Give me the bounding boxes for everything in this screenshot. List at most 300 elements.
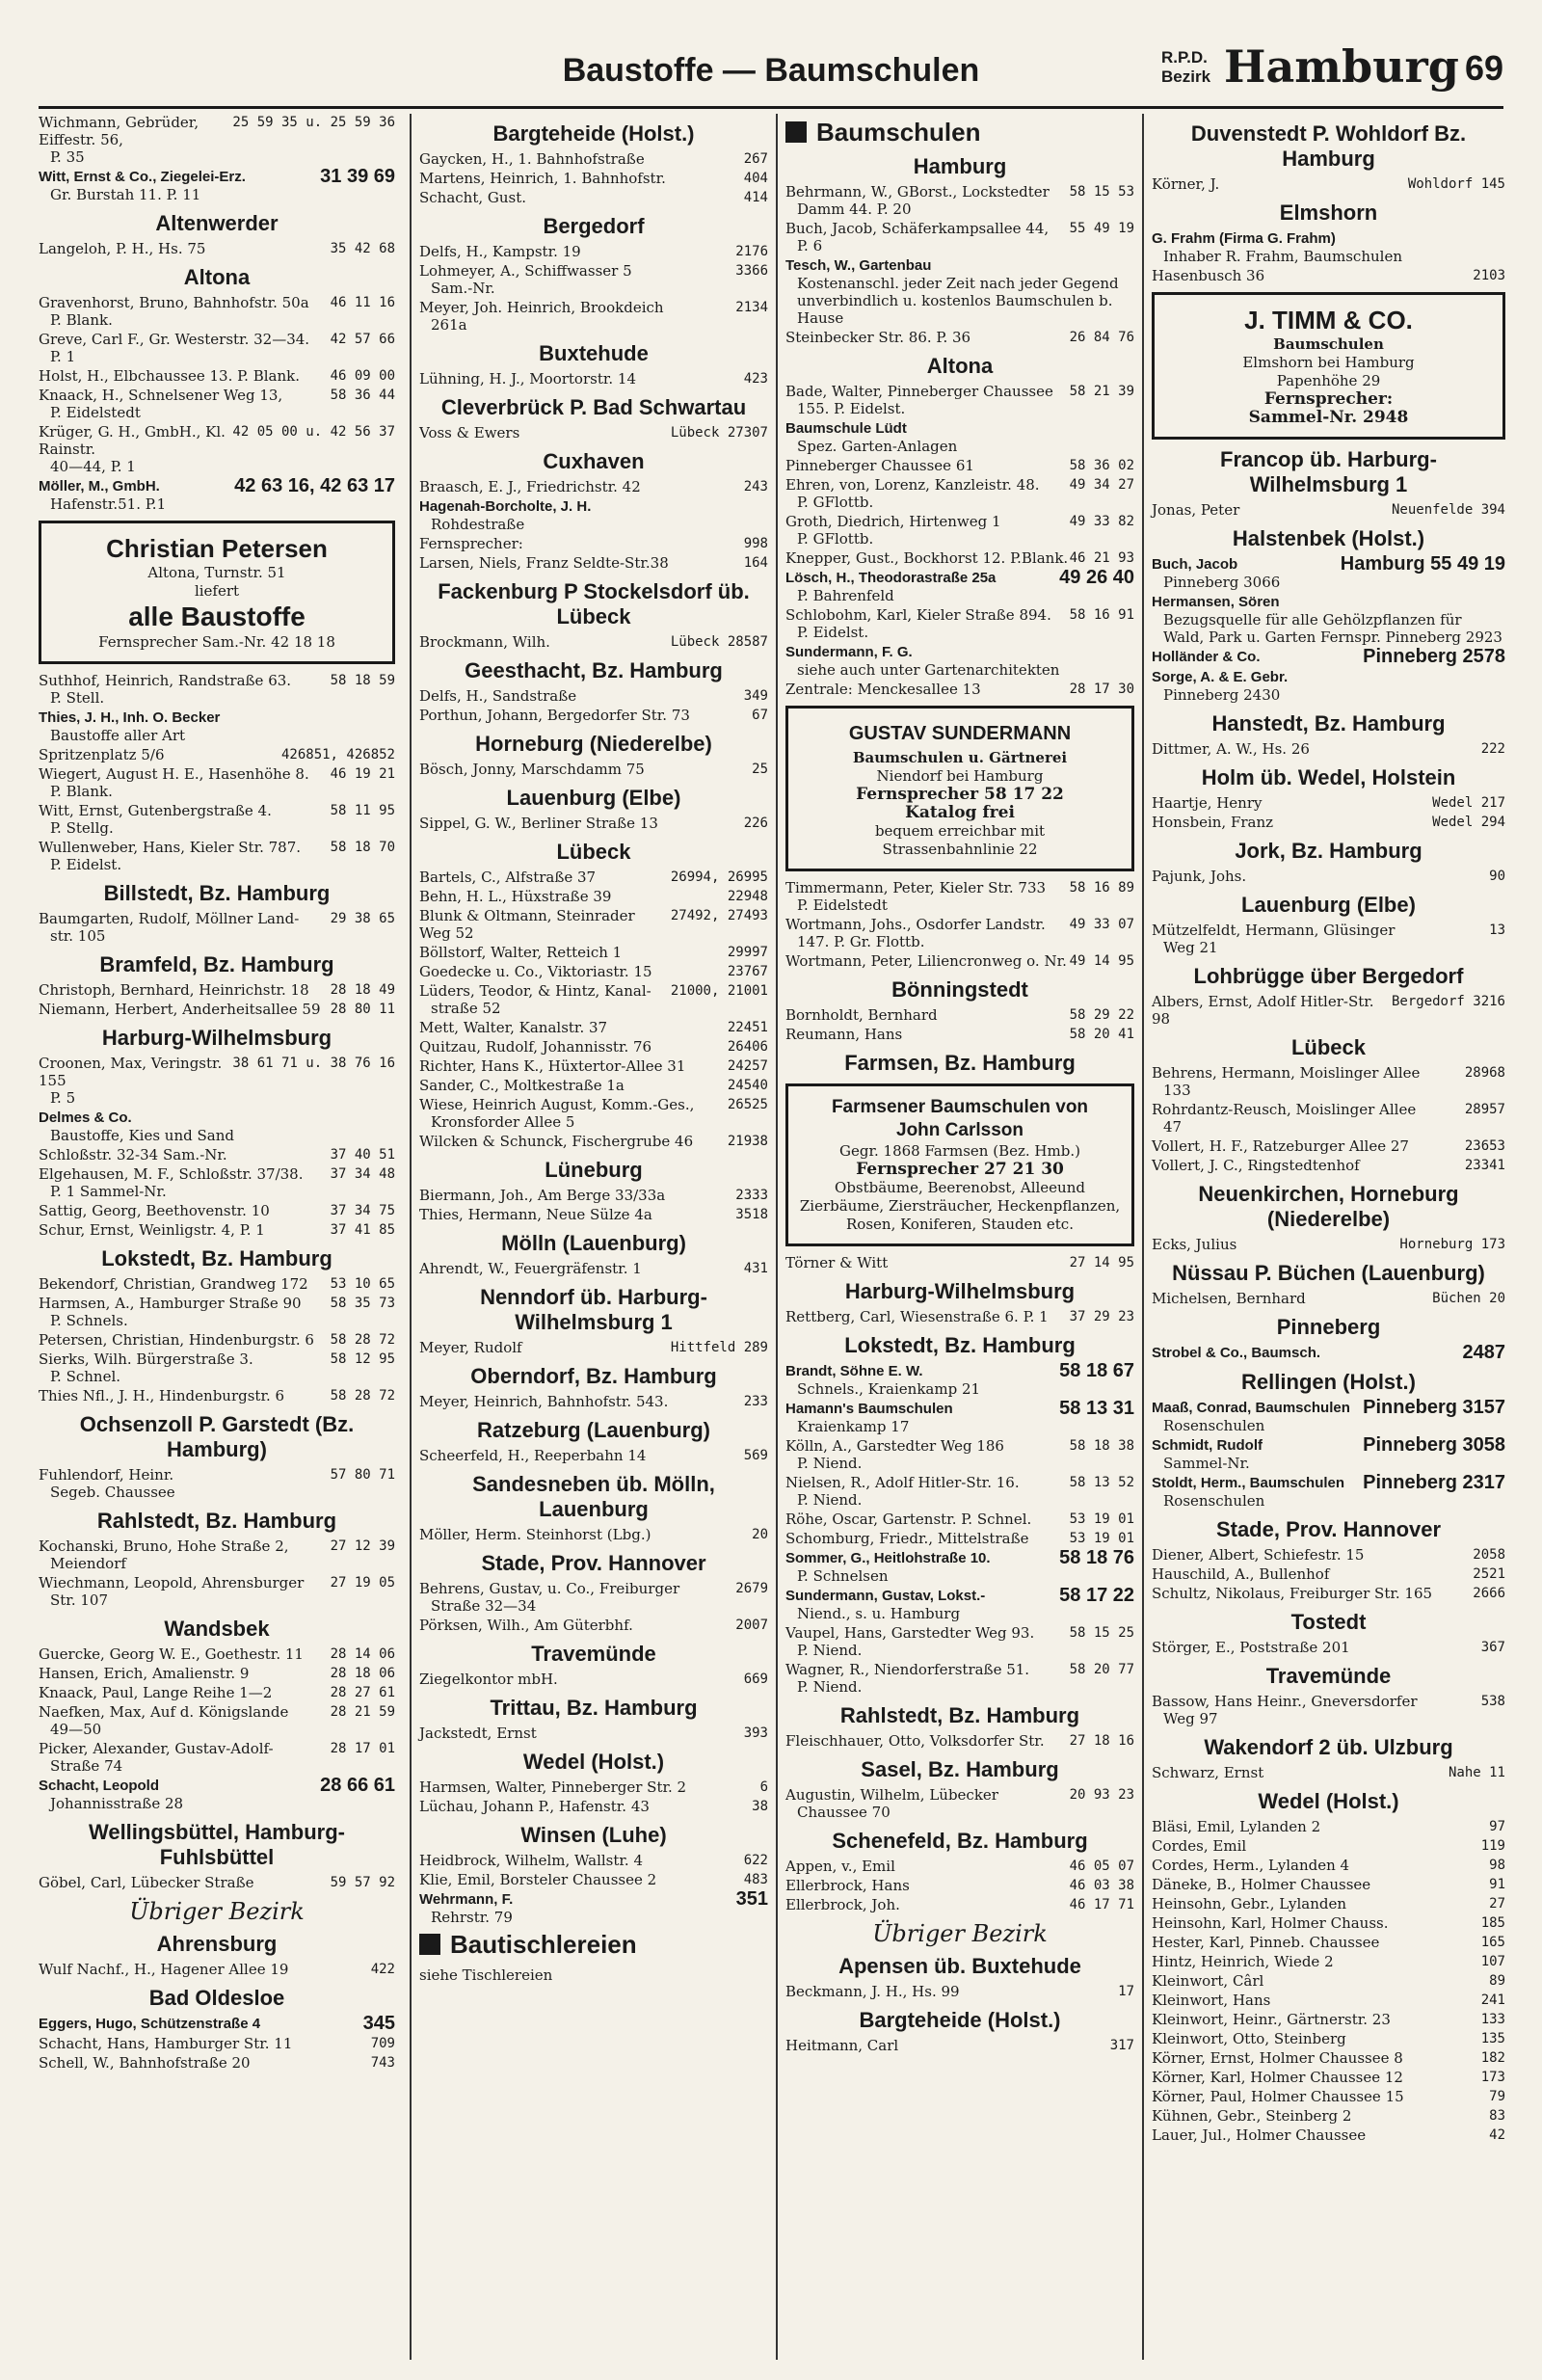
entry-name: Kleinwort, Hans	[1152, 1992, 1271, 2009]
place-heading: Bargteheide (Holst.)	[492, 121, 695, 146]
directory-entry	[1152, 1565, 1505, 1583]
entry-name: Körner, Karl, Holmer Chaussee 12	[1152, 2069, 1403, 2086]
place-heading: Tostedt	[1290, 1610, 1367, 1634]
entry-phone: 38 61 71 u. 38 76 16	[232, 1056, 395, 1071]
place-heading: Duvenstedt P. Wohldorf Bz. Hamburg	[1190, 121, 1467, 171]
directory-entry	[39, 1350, 395, 1385]
entry-name: Wiechmann, Leopold, Ahrensburger	[39, 1574, 305, 1591]
entry-name: Nielsen, R., Adolf Hitler-Str. 16.	[785, 1474, 1020, 1491]
place-heading: Wedel (Holst.)	[522, 1750, 665, 1774]
entry-name: Heidbrock, Wilhelm, Wallstr. 4	[419, 1852, 644, 1869]
entry-name: Voss & Ewers	[419, 424, 520, 441]
place-heading: Nüssau P. Büchen (Lauenburg)	[1172, 1261, 1485, 1285]
entry-name: Diener, Albert, Schiefestr. 15	[1152, 1546, 1365, 1564]
directory-entry	[39, 1874, 395, 1891]
entry-name: Vaupel, Hans, Garstedter Weg 93.	[785, 1624, 1035, 1642]
directory-entry	[1152, 1818, 1505, 1835]
directory-entry	[419, 687, 768, 705]
entry-name: Honsbein, Franz	[1152, 814, 1274, 831]
entry-name: Buch, Jacob, Schäferkampsallee 44,	[785, 220, 1050, 237]
entry-name: Porthun, Johann, Bergedorfer Str. 73	[419, 707, 690, 724]
directory-entry	[1152, 501, 1505, 519]
entry-phone: Wedel 217	[1432, 795, 1505, 811]
directory-entry	[1152, 593, 1505, 646]
directory-entry	[419, 497, 768, 533]
place-heading: Sasel, Bz. Hamburg	[861, 1757, 1059, 1781]
directory-entry	[1152, 648, 1505, 666]
entry-phone: 49 26 40	[1059, 567, 1134, 588]
entry-phone: 28 21 59	[330, 1704, 395, 1720]
entry-name: Jackstedt, Ernst	[419, 1725, 537, 1742]
directory-entry	[785, 1624, 1134, 1659]
directory-entry	[39, 802, 395, 837]
entry-name: Lühning, H. J., Moortorstr. 14	[419, 370, 636, 388]
entry-detail: P. Niend.	[797, 1491, 863, 1509]
entry-name: Sommer, G., Heitlohstraße 10.	[785, 1550, 991, 1566]
entry-name: Pörksen, Wilh., Am Güterbhf.	[419, 1617, 633, 1634]
entry-name: Brandt, Söhne E. W.	[785, 1363, 923, 1379]
place-heading: Bramfeld, Bz. Hamburg	[99, 952, 334, 976]
entry-name: Kühnen, Gebr., Steinberg 2	[1152, 2107, 1352, 2125]
entry-phone: 37 29 23	[1069, 1309, 1134, 1324]
entry-name: Steinbecker Str. 86. P. 36	[785, 329, 971, 346]
entry-detail: Niend., s. u. Hamburg	[797, 1605, 961, 1622]
entry-detail: 47	[1163, 1118, 1183, 1136]
entry-phone: 58 16 89	[1069, 880, 1134, 896]
entry-name: Albers, Ernst, Adolf Hitler-Str. 98	[1152, 993, 1374, 1028]
directory-entry	[1152, 1857, 1505, 1874]
entry-name: Sorge, A. & E. Gebr.	[1152, 669, 1289, 685]
entry-detail: Gr. Burstah 11. P. 11	[50, 186, 201, 203]
directory-entry	[785, 569, 1134, 604]
entry-name: Sierks, Wilh. Bürgerstraße 3.	[39, 1350, 253, 1368]
entry-name: Kochanski, Bruno, Hohe Straße 2,	[39, 1538, 289, 1555]
entry-name: Störger, E., Poststraße 201	[1152, 1639, 1350, 1656]
directory-entry	[419, 1206, 768, 1223]
entry-detail: Straße 74	[50, 1757, 123, 1775]
directory-entry	[1152, 1236, 1505, 1253]
directory-entry	[419, 535, 768, 552]
entry-detail: Straße 32—34	[431, 1597, 537, 1615]
page-title: Baustoffe — Baumschulen	[562, 52, 980, 89]
entry-phone: 58 16 91	[1069, 607, 1134, 623]
entry-name: Timmermann, Peter, Kieler Str. 733	[785, 879, 1047, 896]
directory-entry	[419, 1778, 768, 1796]
entry-name: Strobel & Co., Baumsch.	[1152, 1345, 1321, 1361]
entry-name: Dittmer, A. W., Hs. 26	[1152, 740, 1310, 758]
section-bautischlereien: Bautischlereien	[419, 1930, 768, 1959]
entry-phone: 46 03 38	[1069, 1878, 1134, 1893]
entry-name: Cordes, Herm., Lylanden 4	[1152, 1857, 1350, 1874]
directory-entry	[419, 1057, 768, 1075]
entry-detail: Str. 107	[50, 1591, 108, 1609]
place-heading: Neuenkirchen, Horneburg (Niederelbe)	[1198, 1182, 1459, 1231]
entry-phone: 58 13 31	[1059, 1398, 1134, 1419]
place-heading: Trittau, Bz. Hamburg	[490, 1696, 698, 1720]
entry-phone: 28 17 01	[330, 1741, 395, 1756]
entry-detail: Kronsforder Allee 5	[431, 1113, 575, 1131]
entry-name: Kleinwort, Heinr., Gärtnerstr. 23	[1152, 2011, 1391, 2028]
entry-phone: 28 18 49	[330, 982, 395, 998]
directory-entry	[1152, 1837, 1505, 1855]
entry-detail: Sam.-Nr.	[431, 280, 495, 297]
entry-name: Hamann's Baumschulen	[785, 1401, 953, 1417]
entry-name: Witt, Ernst, Gutenbergstraße 4.	[39, 802, 272, 819]
entry-phone: 37 34 75	[330, 1203, 395, 1218]
entry-detail: Baustoffe aller Art	[50, 727, 186, 744]
entry-name: Meyer, Rudolf	[419, 1339, 522, 1356]
entry-phone: 28968	[1464, 1065, 1505, 1081]
entry-phone: 414	[743, 190, 768, 205]
directory-entry	[419, 869, 768, 886]
entry-phone: 23767	[727, 964, 768, 979]
entry-name: Hasenbusch 36	[1152, 267, 1265, 284]
directory-entry	[419, 170, 768, 187]
entry-name: Vollert, H. F., Ratzeburger Allee 27	[1152, 1137, 1409, 1155]
directory-entry	[419, 633, 768, 651]
entry-name: Gravenhorst, Bruno, Bahnhofstr. 50a	[39, 294, 309, 311]
directory-entry	[1152, 814, 1505, 831]
entry-phone: 26 84 76	[1069, 330, 1134, 345]
entry-phone: 83	[1489, 2108, 1505, 2124]
entry-phone: 29997	[727, 945, 768, 960]
entry-phone: 743	[370, 2055, 395, 2071]
entry-phone: 23653	[1464, 1138, 1505, 1154]
directory-entry	[419, 1671, 768, 1688]
entry-name: Quitzau, Rudolf, Johannisstr. 76	[419, 1038, 652, 1056]
entry-detail: 49—50	[50, 1721, 102, 1738]
entry-phone: 91	[1489, 1877, 1505, 1892]
entry-name: Bornholdt, Bernhard	[785, 1006, 938, 1024]
directory-entry	[39, 367, 395, 385]
directory-entry	[419, 262, 768, 297]
entry-phone: 2058	[1473, 1547, 1505, 1563]
entry-name: Richter, Hans K., Hüxtertor-Allee 31	[419, 1057, 686, 1075]
directory-entry	[39, 2035, 395, 2052]
entry-phone: 58 29 22	[1069, 1007, 1134, 1023]
directory-entry	[1152, 868, 1505, 885]
entry-phone: 28 27 61	[330, 1685, 395, 1700]
entry-phone: Lübeck 28587	[670, 634, 768, 650]
directory-entry	[39, 1221, 395, 1239]
entry-phone: 709	[370, 2036, 395, 2051]
entry-name: Knaack, H., Schnelsener Weg 13,	[39, 387, 283, 404]
directory-entry	[39, 1202, 395, 1219]
entry-phone: 367	[1480, 1640, 1505, 1655]
entry-detail: Rohdestraße	[431, 516, 525, 533]
entry-phone: 23341	[1464, 1158, 1505, 1173]
entry-name: Sundermann, Gustav, Lokst.-	[785, 1588, 986, 1604]
entry-phone: 38	[752, 1799, 768, 1814]
entry-name: Cordes, Emil	[1152, 1837, 1247, 1855]
entry-name: Schlobohm, Karl, Kieler Straße 894.	[785, 606, 1051, 624]
entry-name: Heitmann, Carl	[785, 2037, 899, 2054]
entry-name: Klie, Emil, Borsteler Chaussee 2	[419, 1871, 657, 1888]
entry-detail: P. Niend.	[797, 1642, 863, 1659]
entry-name: Kleinwort, Otto, Steinberg	[1152, 2030, 1346, 2047]
entry-phone: 58 36 44	[330, 388, 395, 403]
directory-entry	[39, 910, 395, 945]
entry-name: Eggers, Hugo, Schützenstraße 4	[39, 2016, 261, 2032]
directory-entry	[1152, 740, 1505, 758]
entry-phone: Wedel 294	[1432, 815, 1505, 830]
directory-entry	[785, 1983, 1134, 2000]
column-4	[1142, 114, 1505, 2360]
entry-phone: 2007	[735, 1618, 768, 1633]
entry-name: Naefken, Max, Auf d. Königslande	[39, 1703, 289, 1721]
entry-detail: str. 105	[50, 927, 106, 945]
entry-phone: 20 93 23	[1069, 1787, 1134, 1803]
entry-detail: Schnels., Kraienkamp 21	[797, 1380, 981, 1398]
place-heading: Harburg-Wilhelmsburg	[844, 1279, 1076, 1303]
entry-phone: 29 38 65	[330, 911, 395, 926]
place-heading: Lokstedt, Bz. Hamburg	[844, 1333, 1076, 1357]
entry-name: Behrens, Gustav, u. Co., Freiburger	[419, 1580, 680, 1597]
entry-phone: 37 40 51	[330, 1147, 395, 1163]
entry-phone: 2679	[735, 1581, 768, 1596]
directory-entry	[1152, 1764, 1505, 1781]
directory-entry	[419, 1393, 768, 1410]
directory-entry	[39, 746, 395, 763]
entry-phone: 22451	[727, 1020, 768, 1035]
entry-name: Brockmann, Wilh.	[419, 633, 550, 651]
entry-name: Spritzenplatz 5/6	[39, 746, 165, 763]
entry-name: Guercke, Georg W. E., Goethestr. 11	[39, 1645, 304, 1663]
entry-detail: Weg 97	[1163, 1710, 1218, 1727]
entry-name: Schell, W., Bahnhofstraße 20	[39, 2054, 251, 2072]
directory-entry	[419, 944, 768, 961]
entry-name: Buch, Jacob	[1152, 556, 1238, 573]
place-heading: Geesthacht, Bz. Hamburg	[465, 658, 723, 682]
entry-detail: Rosenschulen	[1163, 1492, 1265, 1510]
directory-entry	[39, 2015, 395, 2033]
directory-entry	[419, 1725, 768, 1742]
directory-entry	[785, 606, 1134, 641]
entry-name: Göbel, Carl, Lübecker Straße	[39, 1874, 254, 1891]
place-heading: Horneburg (Niederelbe)	[475, 732, 712, 756]
entry-phone: 2176	[735, 244, 768, 259]
entry-name: Pajunk, Johs.	[1152, 868, 1247, 885]
entry-name: Thies, J. H., Inh. O. Becker	[39, 709, 221, 726]
entry-phone: 2134	[735, 300, 768, 315]
place-heading: Altona	[926, 354, 994, 378]
entry-detail: Kostenanschl. jeder Zeit nach jeder Gegend unverbindlich u. kostenlos Baumschulen b. Hause	[797, 275, 1119, 327]
entry-phone: 27 19 05	[330, 1575, 395, 1591]
entry-name: Ecks, Julius	[1152, 1236, 1237, 1253]
directory-entry	[785, 681, 1134, 698]
entry-phone: Pinneberg 3058	[1363, 1434, 1505, 1456]
entry-detail: straße 52	[431, 1000, 501, 1017]
directory-entry	[419, 478, 768, 495]
column-2	[410, 114, 768, 2360]
directory-entry	[39, 981, 395, 999]
entry-phone: 26994, 26995	[670, 869, 768, 885]
entry-phone: 26525	[727, 1097, 768, 1112]
directory-entry	[785, 1661, 1134, 1696]
entry-phone: 17	[1118, 1984, 1134, 1999]
entry-name: Groth, Diedrich, Hirtenweg 1	[785, 513, 1001, 530]
directory-entry	[39, 1665, 395, 1682]
place-heading: Ratzeburg (Lauenburg)	[477, 1418, 710, 1442]
place-heading: Travemünde	[1265, 1664, 1392, 1688]
entry-phone: 243	[743, 479, 768, 495]
directory-entry	[419, 707, 768, 724]
entry-phone: 569	[743, 1448, 768, 1463]
entry-name: Lohmeyer, A., Schiffwasser 5	[419, 262, 632, 280]
directory-entry	[1152, 175, 1505, 193]
entry-name: Wiese, Heinrich August, Komm.-Ges.,	[419, 1096, 695, 1113]
entry-detail: 155. P. Eidelst.	[797, 400, 906, 417]
directory-entry	[1152, 1064, 1505, 1099]
entry-detail: Segeb. Chaussee	[50, 1484, 175, 1501]
directory-entry	[419, 1617, 768, 1634]
directory-entry	[39, 839, 395, 873]
place-heading: Buxtehude	[539, 341, 649, 365]
place-heading: Pinneberg	[1276, 1315, 1381, 1339]
directory-entry	[1152, 1101, 1505, 1136]
entry-name: Wichmann, Gebrüder, Eiffestr. 56,	[39, 114, 199, 148]
entry-phone: 133	[1480, 2012, 1505, 2027]
entry-phone: 173	[1480, 2070, 1505, 2085]
entry-name: Lauer, Jul., Holmer Chaussee	[1152, 2126, 1367, 2144]
entry-detail: 40—44, P. 1	[50, 458, 136, 475]
entry-phone: Lübeck 27307	[670, 425, 768, 441]
entry-name: Meyer, Heinrich, Bahnhofstr. 543.	[419, 1393, 669, 1410]
entry-name: Bartels, C., Alfstraße 37	[419, 869, 597, 886]
entry-phone: 58 18 38	[1069, 1438, 1134, 1454]
entry-detail: Pinneberg 2430	[1163, 686, 1281, 704]
directory-entry	[1152, 794, 1505, 812]
entry-name: Wehrmann, F.	[419, 1891, 514, 1908]
entry-phone: 49 14 95	[1069, 953, 1134, 969]
entry-phone: 53 10 65	[330, 1276, 395, 1292]
entry-phone: 59 57 92	[330, 1875, 395, 1890]
entry-name: Zentrale: Menckesallee 13	[785, 681, 981, 698]
place-heading: Lohbrügge über Bergedorf	[1193, 964, 1464, 988]
page-number: 69	[1464, 48, 1503, 88]
place-heading: Stade, Prov. Hannover	[481, 1551, 706, 1575]
ad-john-carlsson: Farmsener Baumschulen von John Carlsson Gegr. 1868 Farmsen (Bez. Hmb.) Fernsprecher 27 21 30 Obstbäume, Beerenobst, Alleeund Zierbäume, Ziersträucher, Heckenpflanzen, Rosen, Koniferen, Stauden etc.	[785, 1083, 1134, 1246]
entry-name: Blunk & Oltmann, Steinrader Weg 52	[419, 907, 635, 942]
directory-entry	[39, 1109, 395, 1144]
place-heading: Francop üb. Harburg-Wilhelmsburg 1	[1220, 447, 1437, 496]
entry-name: Bekendorf, Christian, Grandweg 172	[39, 1275, 308, 1293]
directory-entry	[785, 1308, 1134, 1325]
place-heading: Schenefeld, Bz. Hamburg	[832, 1829, 1088, 1853]
directory-entry	[1152, 1546, 1505, 1564]
entry-name: Lüders, Teodor, & Hintz, Kanal-	[419, 982, 651, 1000]
directory-entry	[785, 256, 1134, 327]
place-heading: Hanstedt, Bz. Hamburg	[1211, 711, 1446, 735]
place-heading: Rahlstedt, Bz. Hamburg	[839, 1703, 1080, 1727]
entry-phone: 27 18 16	[1069, 1733, 1134, 1749]
directory-entry	[419, 1260, 768, 1277]
entry-name: Fuhlendorf, Heinr.	[39, 1466, 174, 1484]
entry-name: Körner, J.	[1152, 175, 1220, 193]
entry-phone: 182	[1480, 2050, 1505, 2066]
entry-name: Augustin, Wilhelm, Lübecker	[785, 1786, 998, 1804]
square-bullet-icon	[419, 1934, 440, 1955]
entry-name: Körner, Ernst, Holmer Chaussee 8	[1152, 2049, 1403, 2067]
directory-entry	[39, 477, 395, 513]
entry-phone: 89	[1489, 1973, 1505, 1989]
entry-phone: 317	[1109, 2038, 1134, 2053]
entry-name: Witt, Ernst & Co., Ziegelei-Erz.	[39, 169, 246, 185]
directory-entry	[1152, 1972, 1505, 1990]
place-heading: Wellingsbüttel, Hamburg-Fuhlsbüttel	[88, 1820, 346, 1869]
place-heading: Bargteheide (Holst.)	[859, 2008, 1061, 2032]
directory-entry	[39, 1961, 395, 1978]
entry-name: Schomburg, Friedr., Mittelstraße	[785, 1530, 1029, 1547]
entry-phone: 58 13 52	[1069, 1475, 1134, 1490]
entry-name: Stoldt, Herm., Baumschulen	[1152, 1475, 1345, 1491]
place-heading: Elmshorn	[1279, 201, 1378, 225]
entry-name: Wilcken & Schunck, Fischergrube 46	[419, 1133, 694, 1150]
place-heading: Oberndorf, Bz. Hamburg	[470, 1364, 717, 1388]
place-heading: Stade, Prov. Hannover	[1215, 1517, 1442, 1541]
entry-phone: 58 20 41	[1069, 1027, 1134, 1042]
directory-entry	[785, 643, 1134, 679]
directory-entry	[785, 513, 1134, 548]
entry-phone: 107	[1480, 1954, 1505, 1969]
directory-entry	[785, 329, 1134, 346]
entry-name: Hagenah-Borcholte, J. H.	[419, 498, 592, 515]
directory-entry	[1152, 1934, 1505, 1951]
directory-entry	[39, 1574, 395, 1609]
directory-entry	[785, 220, 1134, 254]
entry-name: Bassow, Hans Heinr., Gneversdorfer	[1152, 1693, 1418, 1710]
directory-entry	[785, 1474, 1134, 1509]
directory-entry	[419, 1447, 768, 1464]
entry-name: Baumgarten, Rudolf, Möllner Land-	[39, 910, 300, 927]
place-heading: Holm üb. Wedel, Holstein	[1201, 765, 1456, 789]
entry-phone: 58 21 39	[1069, 384, 1134, 399]
entry-name: Michelsen, Bernhard	[1152, 1290, 1306, 1307]
entry-name: Croonen, Max, Veringstr. 155	[39, 1055, 223, 1089]
entry-phone: 27492, 27493	[670, 908, 768, 923]
directory-entry	[1152, 1992, 1505, 2009]
entry-detail: Meiendorf	[50, 1555, 126, 1572]
entry-detail: Johannisstraße 28	[50, 1795, 184, 1812]
directory-entry	[1152, 922, 1505, 956]
entry-phone: 345	[362, 2013, 395, 2034]
entry-phone: 98	[1489, 1858, 1505, 1873]
entry-phone: 25	[752, 762, 768, 777]
entry-name: Ziegelkontor mbH.	[419, 1671, 558, 1688]
entry-name: Hansen, Erich, Amalienstr. 9	[39, 1665, 250, 1682]
entry-phone: 185	[1480, 1915, 1505, 1931]
entry-phone: 35 42 68	[330, 241, 395, 256]
entry-detail: P. GFlottb.	[797, 494, 874, 511]
entry-name: Schacht, Hans, Hamburger Str. 11	[39, 2035, 293, 2052]
place-heading: Winsen (Luhe)	[520, 1823, 667, 1847]
ad-gustav-sundermann: GUSTAV SUNDERMANN Baumschulen u. Gärtnerei Niendorf bei Hamburg Fernsprecher 58 17 22 Katalog frei bequem erreichbar mit Strassenbahnlinie 22	[785, 706, 1134, 871]
entry-name: Wagner, R., Niendorferstraße 51.	[785, 1661, 1030, 1678]
entry-phone: 58 12 95	[330, 1351, 395, 1367]
directory-entry	[419, 1526, 768, 1543]
place-heading: Wandsbek	[164, 1617, 270, 1641]
entry-phone: 431	[743, 1261, 768, 1276]
entry-name: Fleischhauer, Otto, Volksdorfer Str.	[785, 1732, 1045, 1750]
entry-phone: 49 33 82	[1069, 514, 1134, 529]
entry-detail: P. Eidelst.	[50, 856, 122, 873]
entry-phone: 28 17 30	[1069, 682, 1134, 697]
place-heading: Lokstedt, Bz. Hamburg	[101, 1246, 332, 1270]
directory-entry	[785, 2037, 1134, 2054]
directory-entry	[419, 1019, 768, 1036]
directory-entry	[785, 1877, 1134, 1894]
place-heading: Altona	[183, 265, 251, 289]
